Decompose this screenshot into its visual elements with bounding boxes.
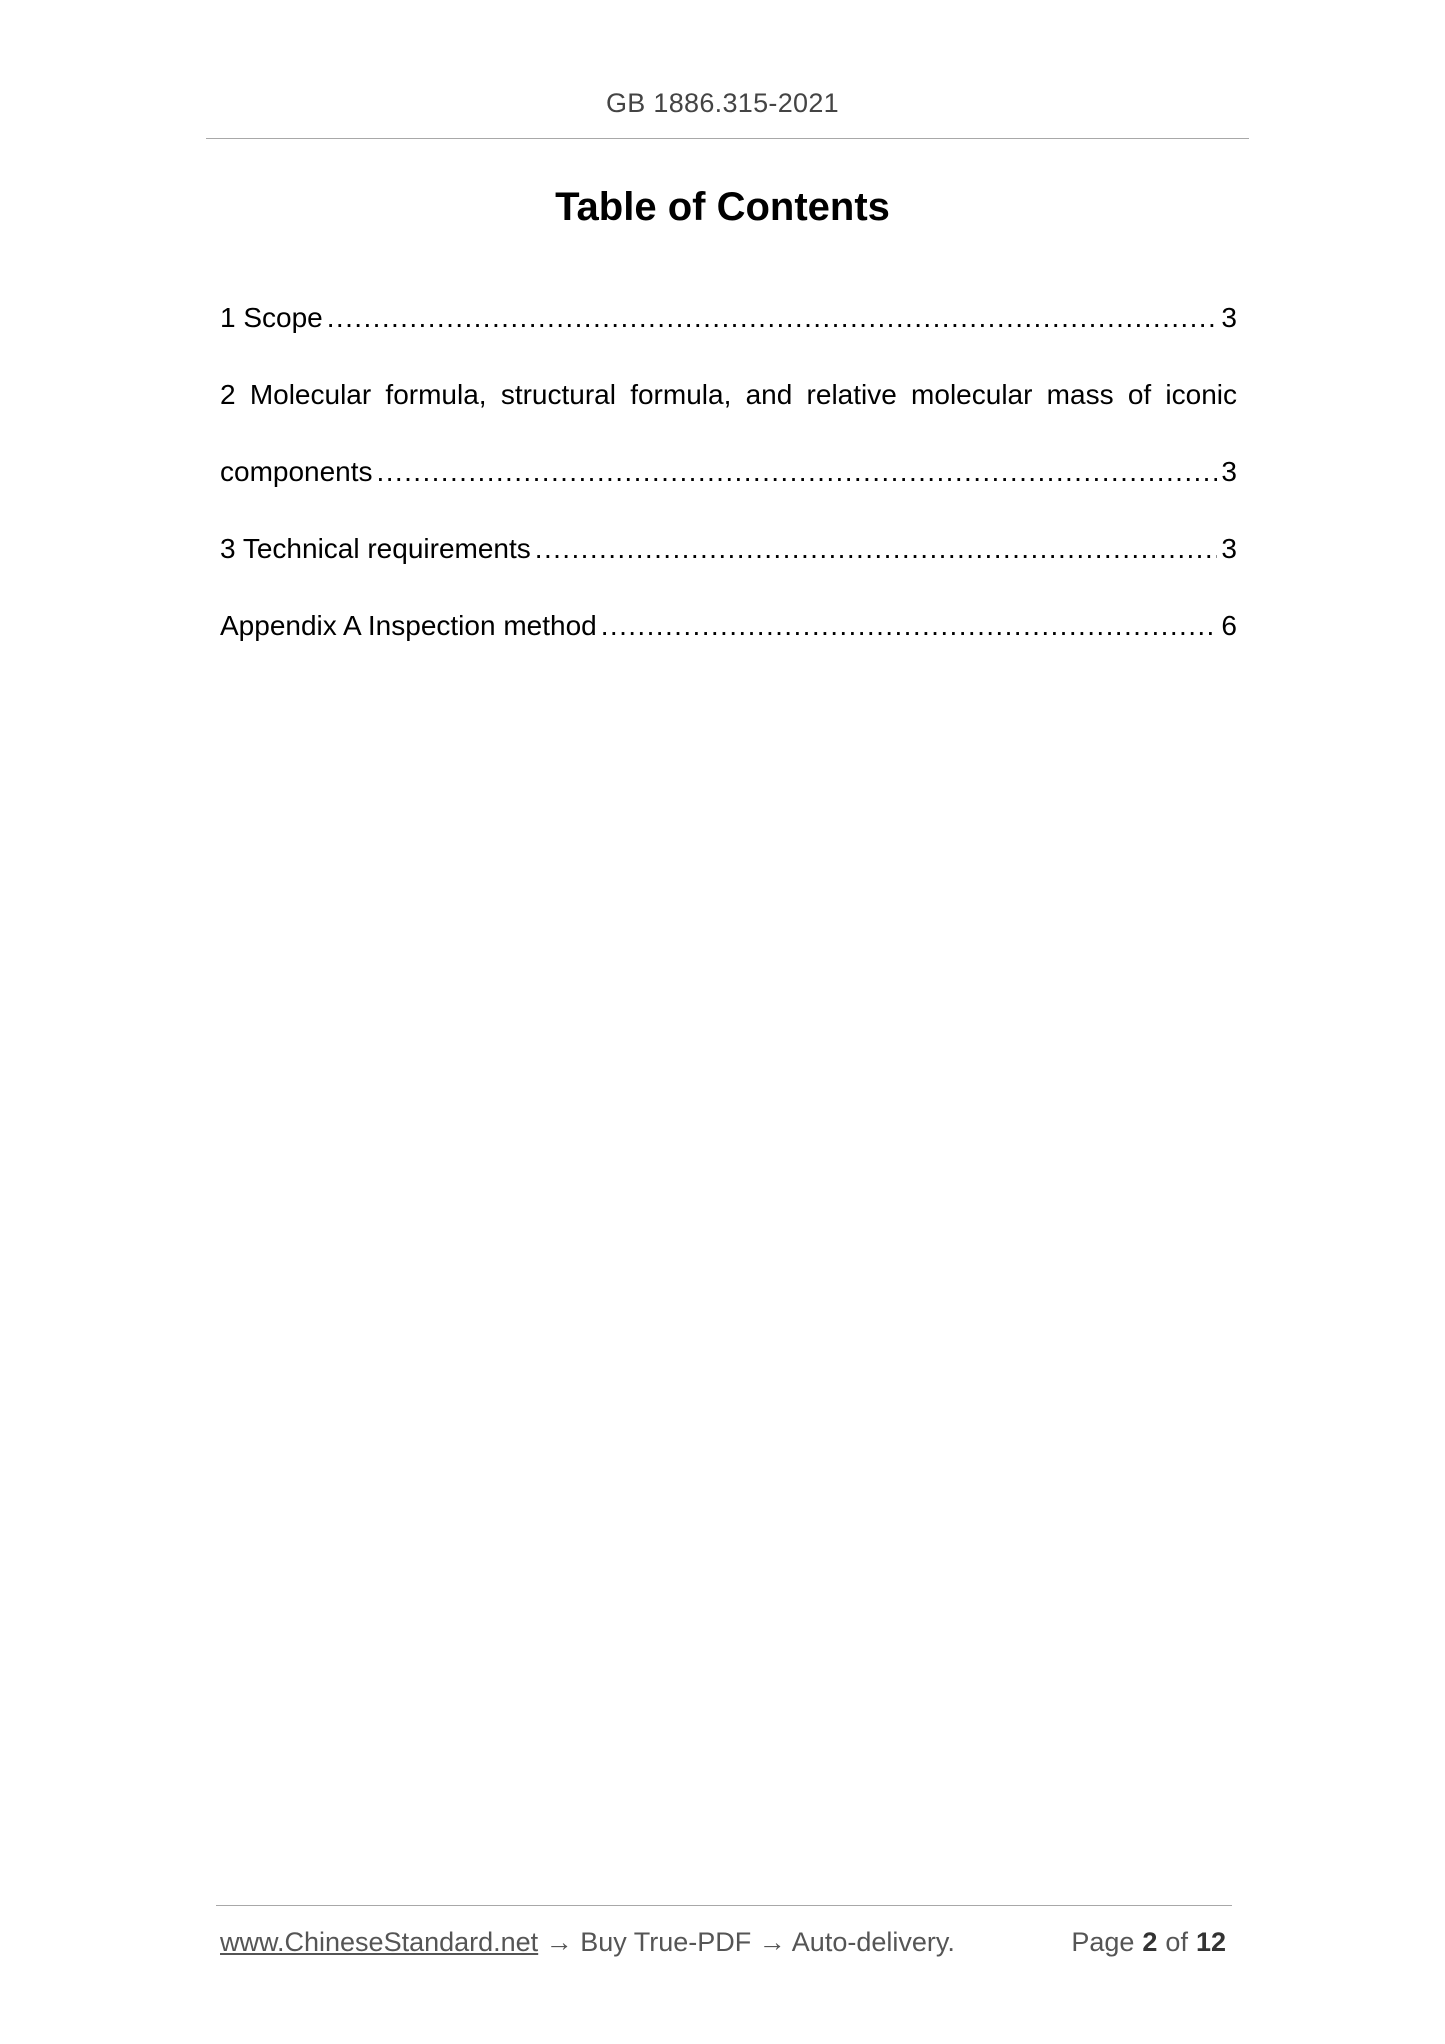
toc-title: Table of Contents bbox=[555, 185, 890, 229]
toc-entry-appendix-a[interactable] bbox=[220, 608, 1237, 644]
of-label: of bbox=[1165, 1927, 1188, 1957]
toc-dot-leader bbox=[377, 454, 1218, 490]
page-label: Page bbox=[1071, 1927, 1135, 1957]
toc-entry-scope[interactable] bbox=[220, 300, 1237, 336]
footer-divider bbox=[216, 1905, 1232, 1906]
footer-promo bbox=[220, 1924, 955, 1960]
toc-entry-text: 3 Technical requirements bbox=[220, 533, 531, 564]
toc-entry-text: 2 Molecular formula, structural formula, and relative molecular mass of iconic bbox=[220, 379, 1237, 410]
toc-entry-page: 6 bbox=[1221, 610, 1237, 641]
arrow-right-icon: → bbox=[758, 1927, 786, 1957]
toc-dot-leader bbox=[601, 608, 1218, 644]
site-link[interactable]: www.ChineseStandard.net bbox=[220, 1927, 539, 1957]
toc-dot-leader bbox=[327, 300, 1218, 336]
toc-entry-page: 3 bbox=[1221, 302, 1237, 333]
toc-dot-leader bbox=[535, 531, 1218, 567]
arrow-right-icon: → bbox=[545, 1927, 573, 1957]
page-footer bbox=[220, 1924, 1232, 1960]
toc-entry-technical-requirements[interactable] bbox=[220, 531, 1237, 567]
toc-entry-text-continuation: components bbox=[220, 456, 373, 487]
header-divider bbox=[206, 138, 1249, 139]
total-pages-number: 12 bbox=[1195, 1927, 1226, 1957]
current-page-number: 2 bbox=[1142, 1927, 1158, 1957]
toc-entry-molecular-formula[interactable] bbox=[220, 377, 1237, 413]
buy-text: Buy True-PDF bbox=[580, 1927, 752, 1957]
toc-entry-page: 3 bbox=[1221, 533, 1237, 564]
page-indicator bbox=[1071, 1924, 1226, 1960]
toc-entry-page: 3 bbox=[1221, 456, 1237, 487]
delivery-text: Auto-delivery. bbox=[791, 1927, 955, 1957]
toc-entry-molecular-formula-continued[interactable] bbox=[220, 454, 1237, 490]
toc-entry-text: Appendix A Inspection method bbox=[220, 610, 597, 641]
toc-entry-text: 1 Scope bbox=[220, 302, 323, 333]
document-header-id: GB 1886.315-2021 bbox=[606, 88, 839, 118]
